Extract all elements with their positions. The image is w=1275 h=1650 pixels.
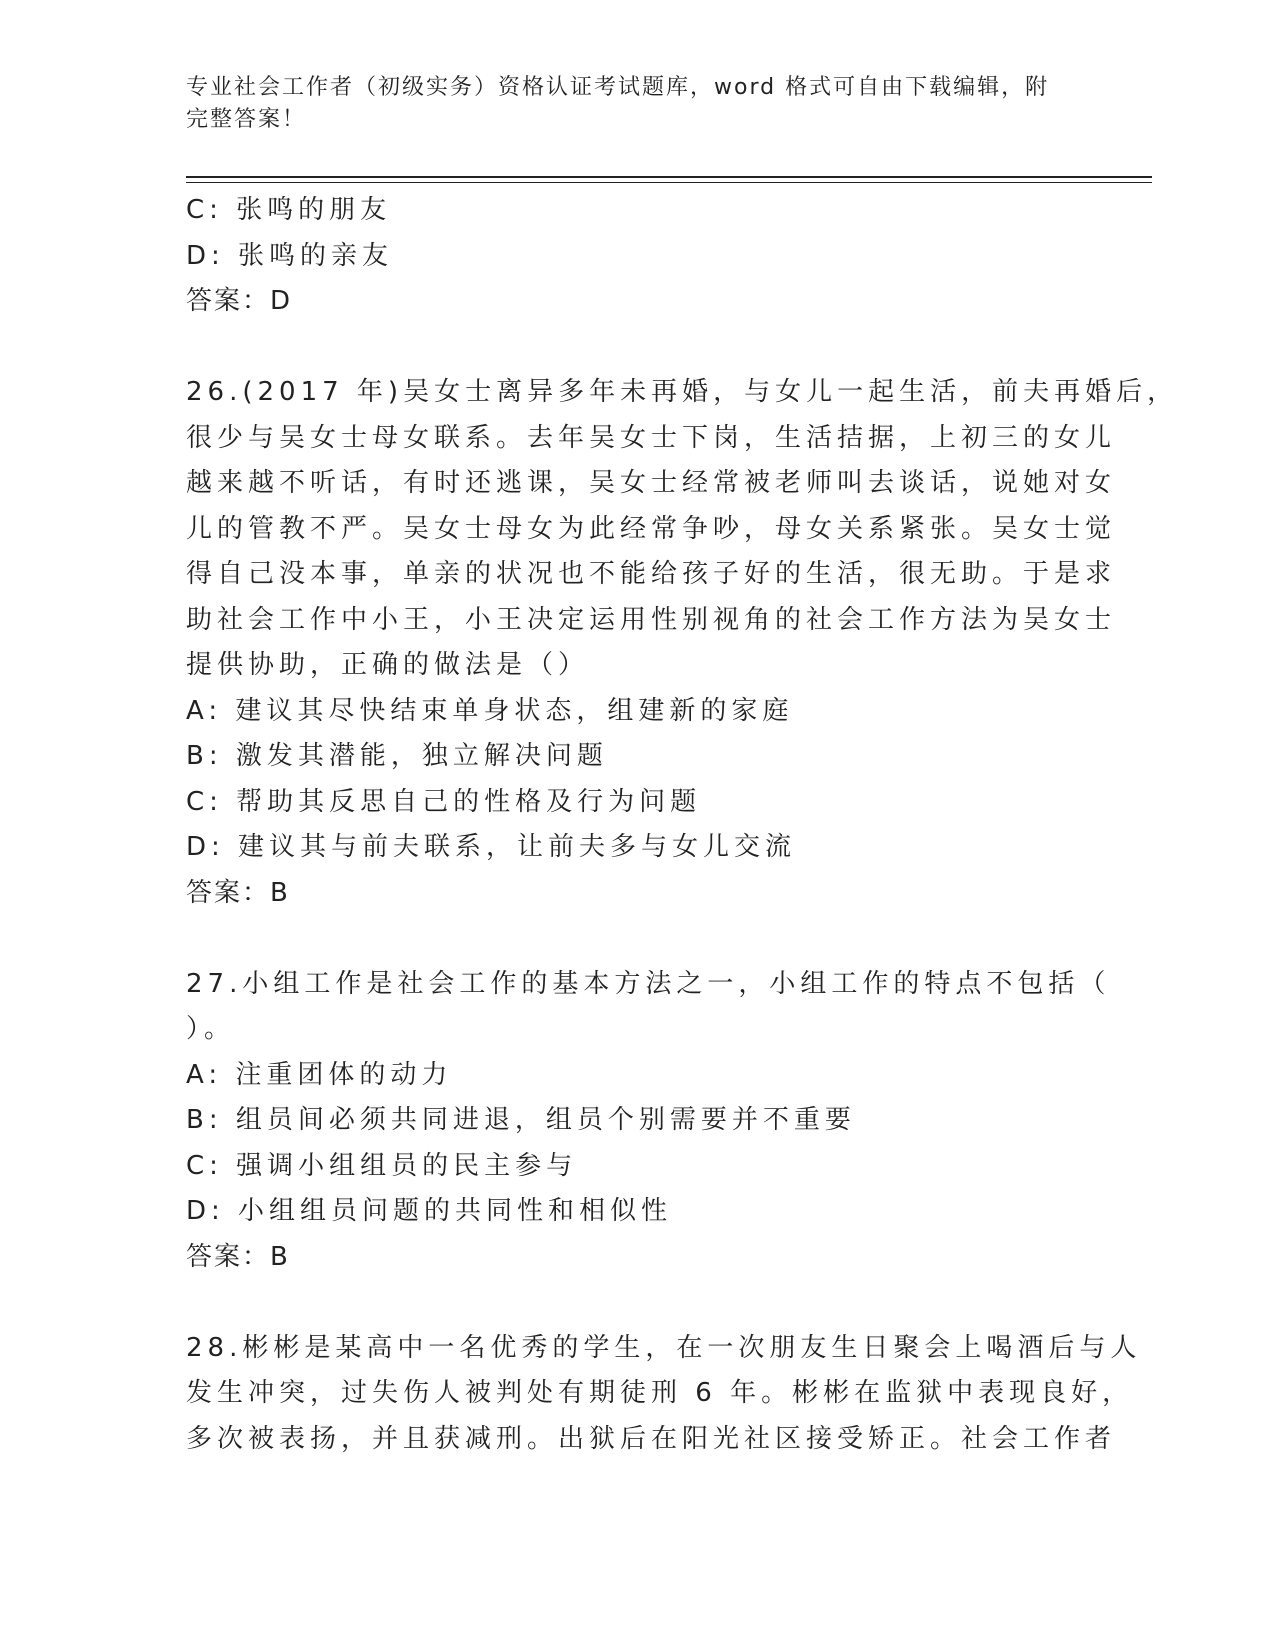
paragraph-gap <box>186 916 1086 962</box>
header-line-1: 专业社会工作者（初级实务）资格认证考试题库，word 格式可自由下载编辑，附 <box>186 75 1050 100</box>
question-25-tail <box>186 188 1086 325</box>
option-d: D: 建议其与前夫联系，让前夫多与女儿交流 <box>186 832 797 862</box>
question-text-line: 得自己没本事，单亲的状况也不能给孩子好的生活，很无助。于是求 <box>186 559 1117 589</box>
question-text-line: 儿的管教不严。吴女士母女为此经常争吵，母女关系紧张。吴女士觉 <box>186 513 1117 544</box>
option-d: D: 张鸣的亲友 <box>186 240 394 271</box>
option-c: C: 帮助其反思自己的性格及行为问题 <box>186 786 702 817</box>
option-a: A: 注重团体的动力 <box>186 1059 453 1090</box>
question-text-line: 多次被表扬，并且获减刑。出狱后在阳光社区接受矫正。社会工作者 <box>186 1423 1117 1454</box>
option-b: B: 组员间必须共同进退，组员个别需要并不重要 <box>186 1105 856 1135</box>
option-c: C: 张鸣的朋友 <box>186 195 392 225</box>
option-a: A: 建议其尽快结束单身状态，组建新的家庭 <box>186 695 794 726</box>
question-text-line: 28.彬彬是某高中一名优秀的学生，在一次朋友生日聚会上喝酒后与人 <box>186 1332 1142 1363</box>
question-text-line: 26.(2017 年)吴女士离异多年未再婚，与女儿一起生活，前夫再婚后， <box>186 377 1179 407</box>
question-text-line: 越来越不听话，有时还逃课，吴女士经常被老师叫去谈话，说她对女 <box>186 468 1117 498</box>
question-26 <box>186 370 1179 916</box>
paragraph-gap <box>186 1280 1086 1326</box>
header-divider-thin <box>186 182 1152 183</box>
document-body <box>186 188 1179 1462</box>
answer-line: 答案：B <box>186 877 290 908</box>
question-text-line: 助社会工作中小王，小王决定运用性别视角的社会工作方法为吴女士 <box>186 604 1117 635</box>
question-text-line: 提供协助，正确的做法是（） <box>186 650 590 680</box>
question-text-line: 发生冲突，过失伤人被判处有期徒刑 6 年。彬彬在监狱中表现良好， <box>186 1378 1134 1408</box>
question-text-line: 很少与吴女士母女联系。去年吴女士下岗，生活拮据，上初三的女儿 <box>186 422 1117 453</box>
header-divider-thick <box>186 176 1152 178</box>
paragraph-gap <box>186 325 1086 371</box>
option-b: B: 激发其潜能，独立解决问题 <box>186 741 608 771</box>
option-d: D: 小组组员问题的共同性和相似性 <box>186 1196 673 1226</box>
answer-line: 答案：D <box>186 286 293 316</box>
question-27 <box>186 962 1111 1281</box>
question-text-line: 27.小组工作是社会工作的基本方法之一，小组工作的特点不包括（ <box>186 968 1111 999</box>
question-text-line: ）。 <box>186 1014 236 1044</box>
question-28 <box>186 1326 1142 1463</box>
option-c: C: 强调小组组员的民主参与 <box>186 1150 578 1181</box>
header-line-2: 完整答案！ <box>186 107 307 132</box>
document-header <box>186 72 1066 136</box>
answer-line: 答案：B <box>186 1241 290 1272</box>
